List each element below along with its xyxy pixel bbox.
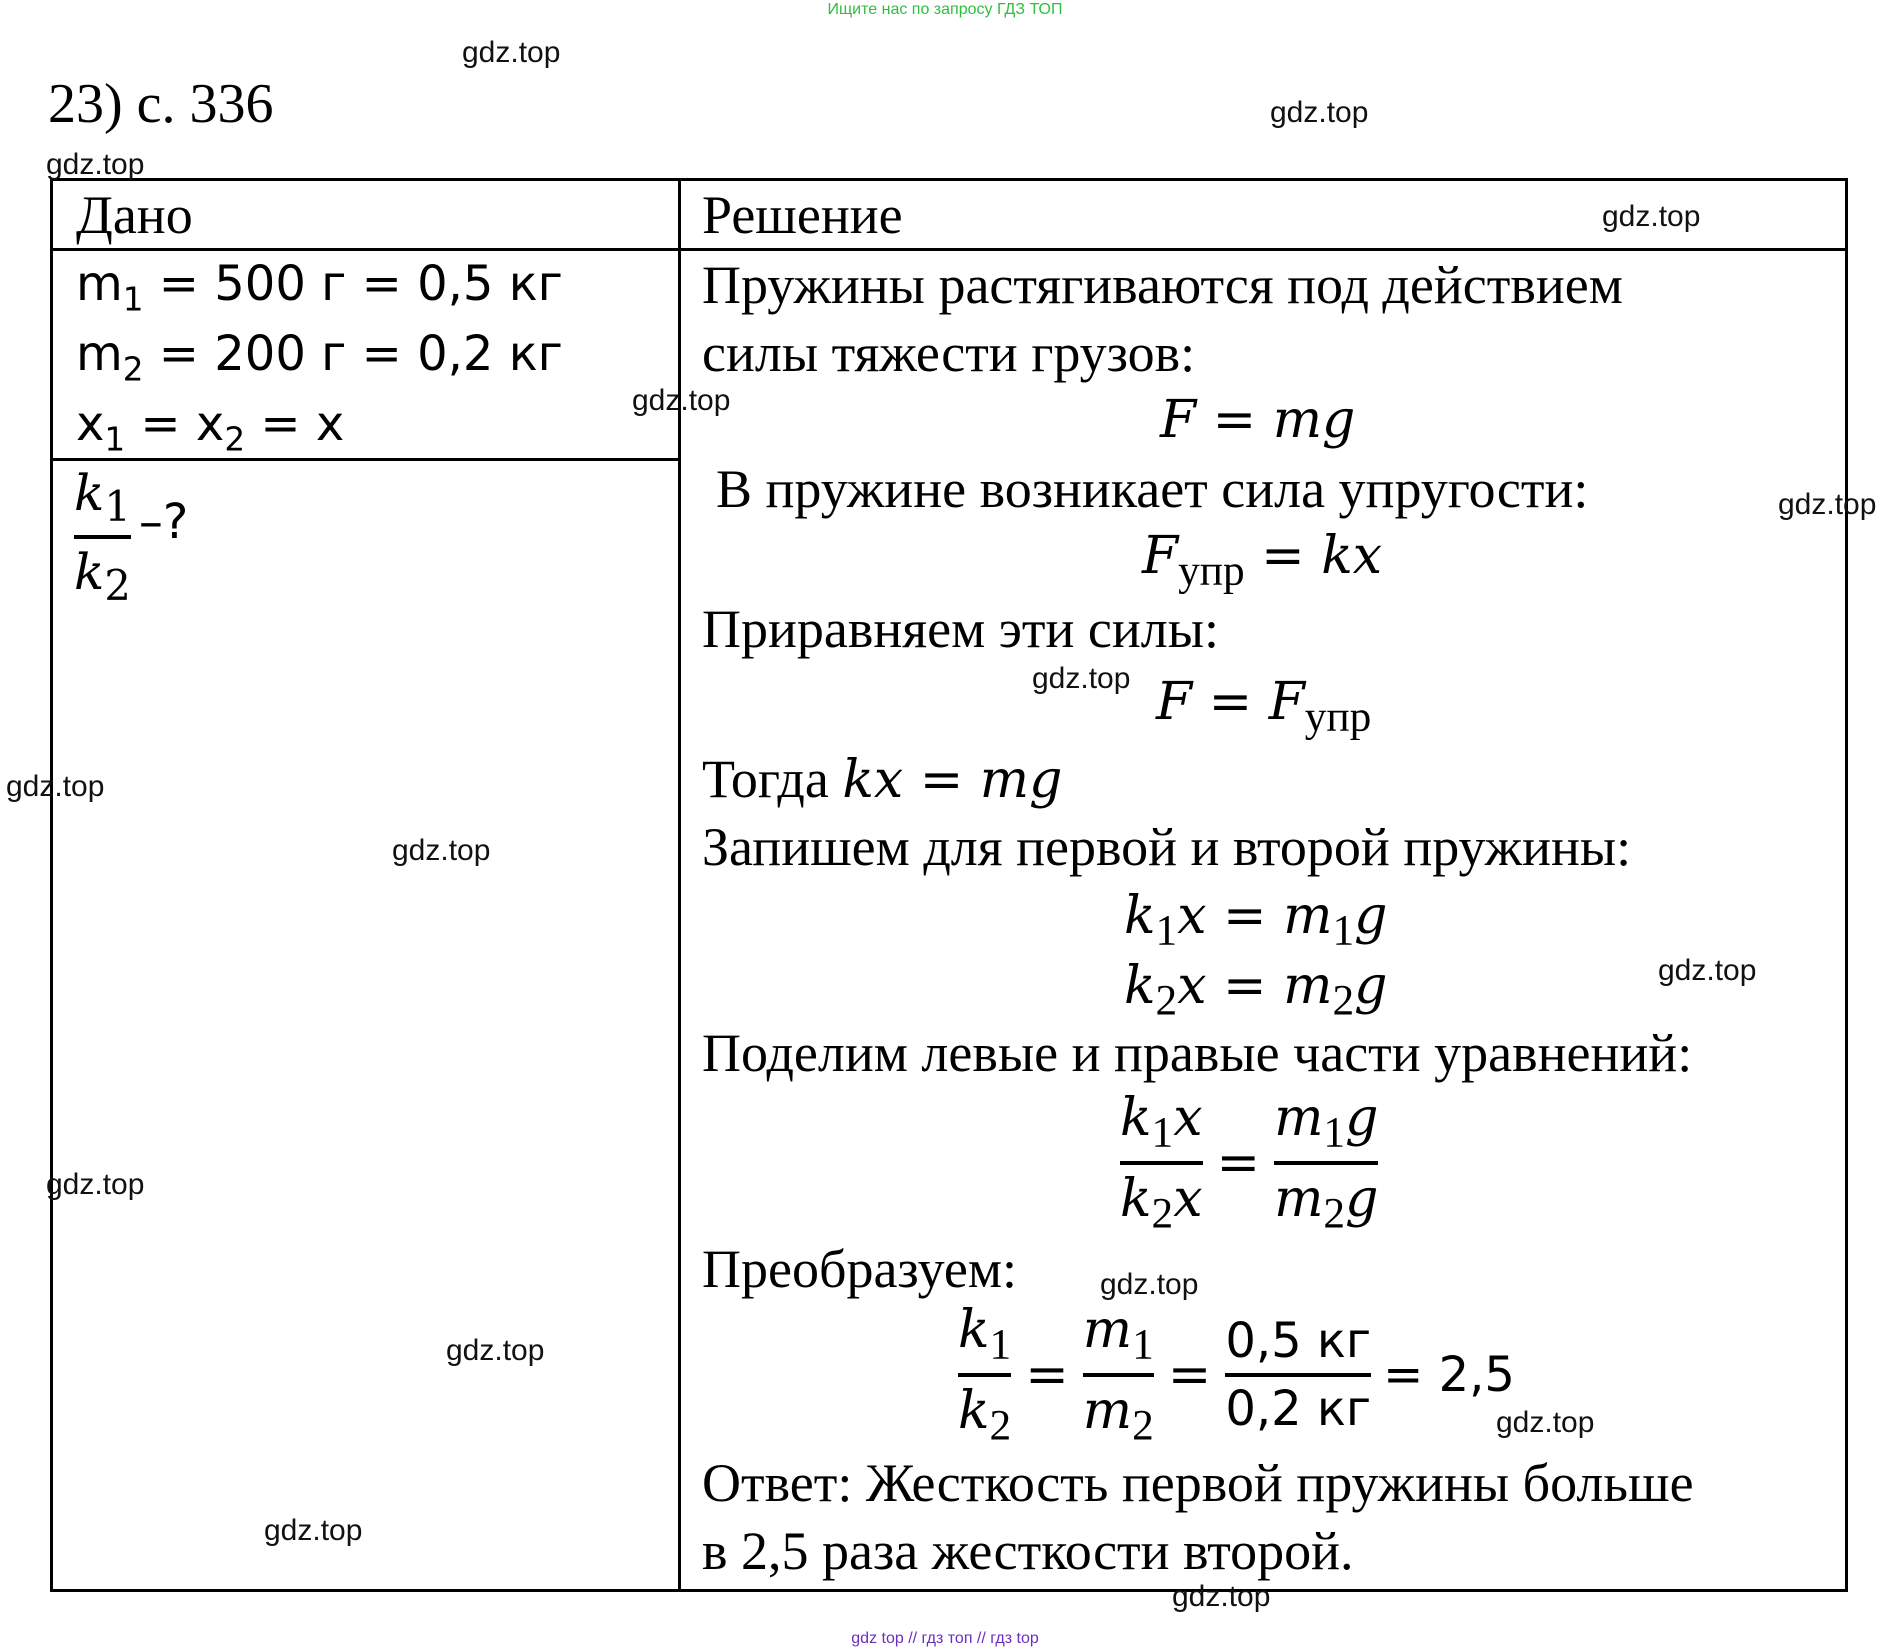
solution-p7: Преобразуем: bbox=[702, 1239, 1018, 1299]
eq-final-value-num: 0,5 кг bbox=[1225, 1313, 1372, 1370]
solution-p1-line2: силы тяжести грузов: bbox=[702, 323, 1196, 383]
rr-den-sub: 2 bbox=[1323, 1189, 1346, 1238]
fk-num-sub: 1 bbox=[989, 1320, 1012, 1369]
find-den-sub: 2 bbox=[104, 561, 131, 610]
eq-ratio-right-bar bbox=[1274, 1161, 1378, 1165]
given-find-divider bbox=[50, 458, 680, 461]
solution-header: Решение bbox=[702, 185, 903, 245]
eq-final-m-num bbox=[1083, 1300, 1154, 1369]
rr-num-sub: 1 bbox=[1323, 1108, 1346, 1157]
watermark: gdz.top bbox=[462, 36, 561, 69]
find-num-sub: 1 bbox=[104, 482, 131, 531]
m1-symbol: m bbox=[76, 256, 123, 312]
solution-p6: Поделим левые и правые части уравнений: bbox=[702, 1023, 1693, 1083]
watermark: gdz.top bbox=[46, 148, 145, 181]
find-fraction bbox=[74, 464, 131, 610]
watermark: gdz.top bbox=[6, 770, 105, 803]
find-denominator bbox=[74, 543, 131, 610]
eq-elastic-F: F bbox=[1142, 526, 1179, 586]
given-x bbox=[76, 396, 344, 458]
watermark: gdz.top bbox=[1270, 96, 1369, 129]
eq-final-equals-2: = bbox=[1167, 1345, 1212, 1406]
m2-subscript: 2 bbox=[122, 350, 144, 389]
eq-final-k-frac bbox=[958, 1300, 1011, 1451]
eq-equal bbox=[1156, 672, 1371, 741]
watermark: gdz.top bbox=[1172, 1580, 1271, 1613]
eq-final-value-frac bbox=[1225, 1313, 1371, 1437]
solution-p5: Запишем для первой и второй пружины: bbox=[702, 817, 1632, 877]
eq-ratio-equals: = bbox=[1216, 1133, 1261, 1194]
eq-k1-msub: 1 bbox=[1332, 906, 1355, 955]
answer-line2: в 2,5 раза жесткости второй. bbox=[702, 1521, 1354, 1581]
solution-p4 bbox=[702, 748, 1062, 810]
eq-final-result: = 2,5 bbox=[1383, 1347, 1515, 1404]
eq-final-k-bar bbox=[958, 1373, 1011, 1377]
solution-p2: В пружине возникает сила упругости: bbox=[716, 459, 1589, 519]
eq-k2-k: k bbox=[1124, 956, 1156, 1016]
watermark: gdz.top bbox=[1602, 200, 1701, 233]
p4-equation: kx = mg bbox=[842, 750, 1063, 810]
eq-k1-k: k bbox=[1124, 886, 1156, 946]
x2-part: = x bbox=[125, 396, 225, 452]
find-ratio bbox=[74, 464, 188, 610]
eq-final-m-frac bbox=[1083, 1300, 1154, 1451]
watermark: gdz.top bbox=[1658, 954, 1757, 987]
fk-den-sub: 2 bbox=[989, 1401, 1012, 1450]
eq-ratio-right-num bbox=[1274, 1088, 1378, 1157]
watermark: gdz.top bbox=[632, 384, 731, 417]
eq-final bbox=[958, 1300, 1515, 1451]
answer-line1: Ответ: Жесткость первой пружины больше bbox=[702, 1453, 1694, 1513]
eq-gravity: F = mg bbox=[1160, 390, 1356, 450]
watermark: gdz.top bbox=[446, 1334, 545, 1367]
x1-symbol: x bbox=[76, 396, 105, 452]
eq-k2-msub: 2 bbox=[1332, 976, 1355, 1025]
table-border-left bbox=[50, 178, 53, 1592]
fm-num-sub: 1 bbox=[1132, 1320, 1154, 1369]
rr-num-g: g bbox=[1345, 1088, 1379, 1148]
watermark: gdz.top bbox=[46, 1168, 145, 1201]
rl-den-x: x bbox=[1173, 1169, 1203, 1230]
eq-ratio-left-den bbox=[1120, 1169, 1203, 1238]
watermark: gdz.top bbox=[1496, 1406, 1595, 1439]
solution-p1-line1: Пружины растягиваются под действием bbox=[702, 255, 1623, 315]
eq-final-k-den bbox=[958, 1381, 1011, 1450]
eq-k1-end: g bbox=[1354, 886, 1388, 946]
eq-final-equals-1: = bbox=[1025, 1345, 1069, 1406]
watermark: gdz.top bbox=[264, 1514, 363, 1547]
find-question: –? bbox=[138, 494, 189, 550]
footer-links[interactable]: gdz top // гдз топ // гдз top bbox=[851, 1630, 1039, 1647]
eq-equal-left: F = F bbox=[1156, 672, 1305, 732]
watermark: gdz.top bbox=[1778, 488, 1877, 521]
eq-k1-mid: x = m bbox=[1177, 886, 1333, 946]
eq-final-m-bar bbox=[1083, 1373, 1154, 1377]
given-m2 bbox=[76, 326, 563, 388]
find-den-k: k bbox=[74, 543, 105, 601]
eq-final-k-num bbox=[958, 1300, 1011, 1369]
eq-elastic-sub: упр bbox=[1178, 546, 1245, 595]
watermark: gdz.top bbox=[392, 834, 491, 867]
eq-k1-ksub: 1 bbox=[1155, 906, 1178, 955]
eq-k2-mid: x = m bbox=[1177, 956, 1333, 1016]
fk-num-k: k bbox=[958, 1300, 990, 1360]
rl-num-k: k bbox=[1120, 1088, 1152, 1148]
given-m1 bbox=[76, 256, 563, 318]
eq-equal-sub: упр bbox=[1304, 692, 1372, 741]
top-search-hint[interactable]: Ищите нас по запросу ГДЗ ТОП bbox=[827, 1, 1063, 18]
rl-den-sub: 2 bbox=[1151, 1189, 1174, 1238]
eq-ratio-left bbox=[1120, 1088, 1203, 1239]
find-fraction-bar bbox=[74, 535, 131, 539]
m2-value: = 200 г = 0,2 кг bbox=[143, 326, 563, 382]
x-value: = x bbox=[245, 396, 345, 452]
fm-num-m: m bbox=[1082, 1300, 1133, 1360]
eq-ratio-right bbox=[1274, 1088, 1378, 1239]
solution-p3: Приравняем эти силы: bbox=[702, 599, 1220, 659]
given-header: Дано bbox=[76, 185, 193, 245]
x1-subscript: 1 bbox=[104, 420, 126, 459]
watermark: gdz.top bbox=[1100, 1268, 1199, 1301]
m2-symbol: m bbox=[76, 326, 123, 382]
x2-subscript: 2 bbox=[224, 420, 246, 459]
eq-final-value-den: 0,2 кг bbox=[1225, 1381, 1372, 1438]
eq-k2-end: g bbox=[1354, 956, 1388, 1016]
eq-ratio bbox=[1120, 1088, 1378, 1239]
rr-den-g: g bbox=[1345, 1169, 1379, 1230]
eq-final-value-bar bbox=[1225, 1373, 1371, 1377]
eq-k2 bbox=[1124, 956, 1387, 1025]
eq-k1 bbox=[1124, 886, 1387, 955]
m1-value: = 500 г = 0,5 кг bbox=[143, 256, 563, 312]
page-title: 23) с. 336 bbox=[48, 73, 274, 135]
rl-num-sub: 1 bbox=[1151, 1108, 1174, 1157]
eq-final-m-den bbox=[1083, 1381, 1154, 1450]
find-numerator bbox=[74, 464, 131, 531]
table-border-top bbox=[50, 178, 1848, 181]
fm-den-m: m bbox=[1082, 1381, 1133, 1442]
table-border-bottom bbox=[50, 1589, 1848, 1592]
fm-den-sub: 2 bbox=[1132, 1401, 1154, 1450]
rl-den-k: k bbox=[1120, 1169, 1152, 1230]
watermark: gdz.top bbox=[1032, 662, 1131, 695]
eq-ratio-right-den bbox=[1274, 1169, 1378, 1238]
m1-subscript: 1 bbox=[122, 280, 144, 319]
eq-k2-ksub: 2 bbox=[1155, 976, 1178, 1025]
eq-elastic-rest: = kx bbox=[1244, 526, 1383, 586]
rr-num-m: m bbox=[1274, 1088, 1324, 1148]
eq-ratio-left-num bbox=[1120, 1088, 1203, 1157]
table-border-right bbox=[1845, 178, 1848, 1592]
rl-num-x: x bbox=[1173, 1088, 1203, 1148]
fk-den-k: k bbox=[958, 1381, 990, 1442]
table-header-divider bbox=[50, 248, 1848, 251]
find-num-k: k bbox=[74, 464, 105, 522]
eq-elastic bbox=[1142, 526, 1382, 595]
eq-ratio-left-bar bbox=[1120, 1161, 1203, 1165]
rr-den-m: m bbox=[1274, 1169, 1324, 1230]
p4-prefix: Тогда bbox=[702, 749, 843, 809]
